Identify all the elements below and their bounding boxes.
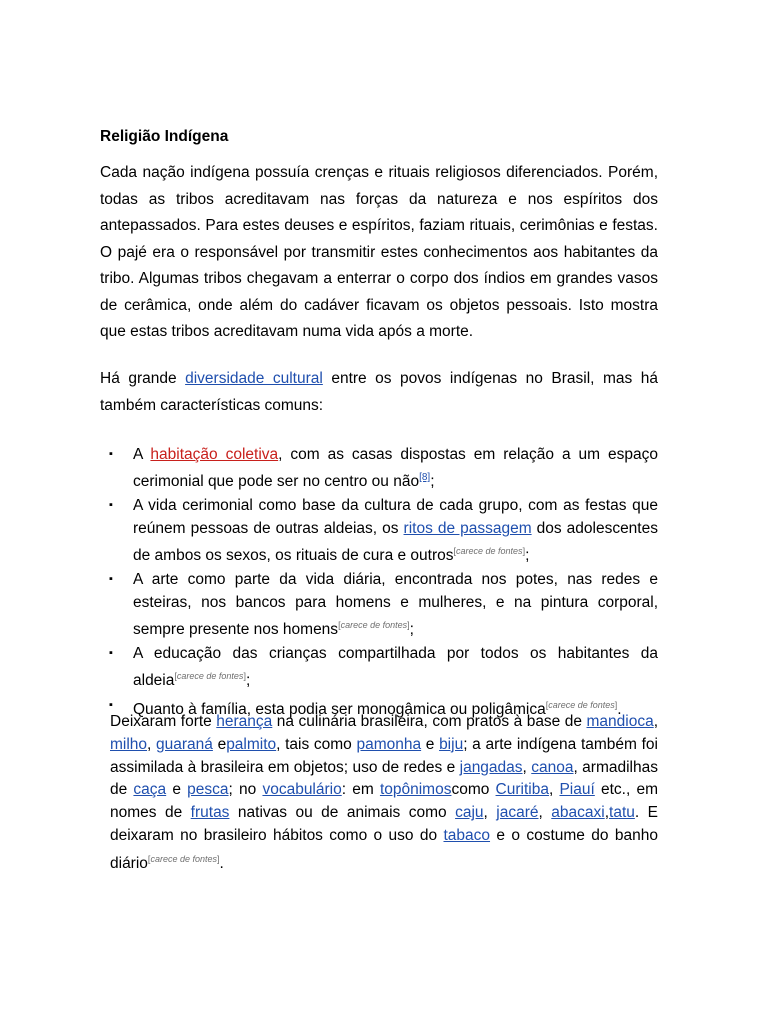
characteristics-list xyxy=(100,443,658,722)
text: . xyxy=(617,700,622,718)
text: ; xyxy=(430,473,435,491)
text: A educação das crianças compartilhada por todos os habitantes da aldeia xyxy=(133,645,658,690)
text: ; xyxy=(409,621,414,639)
list-item xyxy=(100,494,658,567)
citation-needed[interactable]: [carece de fontes] xyxy=(453,546,526,557)
link-biju[interactable]: biju xyxy=(439,735,464,753)
reference-link[interactable]: [8] xyxy=(419,472,431,483)
bullet-icon: ▪ xyxy=(109,647,113,660)
text: A vida cerimonial como base da cultura de cada grupo, com as festas que reúnem pessoas de outras aldeias, os xyxy=(133,497,658,538)
diversity-paragraph xyxy=(100,366,658,419)
link-piaui[interactable]: Piauí xyxy=(559,781,595,799)
heritage-paragraph xyxy=(110,711,658,876)
link-milho[interactable]: milho xyxy=(110,735,148,753)
link-palmito[interactable]: palmito xyxy=(226,735,277,753)
text: . xyxy=(219,854,224,872)
text: e xyxy=(166,781,188,799)
text: , xyxy=(147,735,157,753)
text: ; a arte indígena também foi assimilada à brasileira em objetos; uso de redes e xyxy=(110,735,658,776)
text: dos adolescentes de ambos os sexos, os rituais de cura e outros xyxy=(133,520,658,565)
text: Quanto à família, esta podia ser monogâmica ou poligâmica xyxy=(133,700,546,718)
text: nativas ou de animais como xyxy=(229,804,456,822)
text: , com as casas dispostas em relação a um espaço cerimonial que pode ser no centro ou não xyxy=(133,446,658,491)
bullet-icon: ▪ xyxy=(109,499,113,512)
text: e xyxy=(212,735,227,753)
text: , xyxy=(483,804,497,822)
list-item xyxy=(100,568,658,641)
text: , xyxy=(653,713,659,730)
link-ritos-de-passagem[interactable]: ritos de passagem xyxy=(403,520,532,538)
link-pesca[interactable]: pesca xyxy=(187,781,229,799)
text: Deixaram forte xyxy=(110,713,217,730)
text: entre os povos indígenas no Brasil, mas há também características comuns: xyxy=(100,370,658,414)
bullet-icon: ▪ xyxy=(109,448,113,460)
text: ; xyxy=(245,672,251,690)
text: A arte como parte da vida diária, encontrada nos potes, nas redes e esteiras, nos bancos para homens e mulheres, e na pintura corporal, sempre presente nos homens xyxy=(133,571,658,639)
text: , xyxy=(538,804,552,822)
citation-needed[interactable]: [carece de fontes] xyxy=(147,853,220,864)
link-mandioca[interactable]: mandioca xyxy=(586,713,654,730)
link-heranca[interactable]: herança xyxy=(216,713,273,730)
link-toponimos[interactable]: topônimos xyxy=(379,781,452,799)
link-guarana[interactable]: guaraná xyxy=(156,735,213,753)
text: e o costume do banho diário xyxy=(110,826,658,872)
text: etc., em nomes de xyxy=(110,781,658,822)
link-tabaco[interactable]: tabaco xyxy=(443,826,491,844)
text: , xyxy=(548,781,560,799)
text: A xyxy=(133,446,151,463)
link-caju[interactable]: caju xyxy=(455,804,484,822)
citation-needed[interactable]: [carece de fontes] xyxy=(174,671,246,682)
text: ; xyxy=(525,547,530,565)
list-item xyxy=(100,443,658,493)
text: , xyxy=(604,804,610,822)
text: : em xyxy=(341,781,380,799)
text: , tais como xyxy=(276,735,357,753)
link-pamonha[interactable]: pamonha xyxy=(356,735,422,753)
link-canoa[interactable]: canoa xyxy=(531,758,574,776)
text: na culinária brasileira, com pratos à base de xyxy=(272,713,587,730)
text: . E deixaram no brasileiro hábitos como o uso do xyxy=(110,804,658,844)
text: , armadilhas de xyxy=(110,758,658,799)
link-vocabulario[interactable]: vocabulário xyxy=(262,781,342,799)
link-jangadas[interactable]: jangadas xyxy=(459,758,523,776)
intro-paragraph: Cada nação indígena possuía crenças e rituais religiosos diferenciados. Porém, todas as tribos acreditavam nas forças da natureza e nos espíritos dos antepassados. Para estes deuses e espíritos, faziam rituais, cerimônias e festas. O pajé era o responsável por transmitir estes conhecimentos aos habitantes da tribo. Algumas tribos chegavam a enterrar o corpo dos índios em grandes vasos de cerâmica, onde além do cadáver ficavam os objetos pessoais. Isto mostra que estas tribos acreditavam numa vida após a morte. xyxy=(100,164,658,340)
text: como xyxy=(451,781,496,799)
link-tatu[interactable]: tatu xyxy=(609,804,635,822)
bullet-icon: ▪ xyxy=(109,573,113,586)
link-frutas[interactable]: frutas xyxy=(190,804,230,822)
citation-needed[interactable]: [carece de fontes] xyxy=(545,699,618,710)
section-title: Religião Indígena xyxy=(100,128,229,145)
text: e xyxy=(421,735,440,753)
text: , xyxy=(522,758,532,776)
text: ; no xyxy=(228,781,263,799)
link-curitiba[interactable]: Curitiba xyxy=(495,781,549,799)
link-habitacao-coletiva[interactable]: habitação coletiva xyxy=(150,446,279,463)
link-caca[interactable]: caça xyxy=(133,781,167,799)
text: Há grande xyxy=(100,370,186,387)
bullet-icon: ▪ xyxy=(109,698,113,711)
link-abacaxi[interactable]: abacaxi xyxy=(551,804,605,822)
citation-needed[interactable]: [carece de fontes] xyxy=(338,620,410,631)
list-item xyxy=(100,642,658,692)
link-jacare[interactable]: jacaré xyxy=(496,804,539,822)
link-diversidade-cultural[interactable]: diversidade cultural xyxy=(185,370,323,387)
